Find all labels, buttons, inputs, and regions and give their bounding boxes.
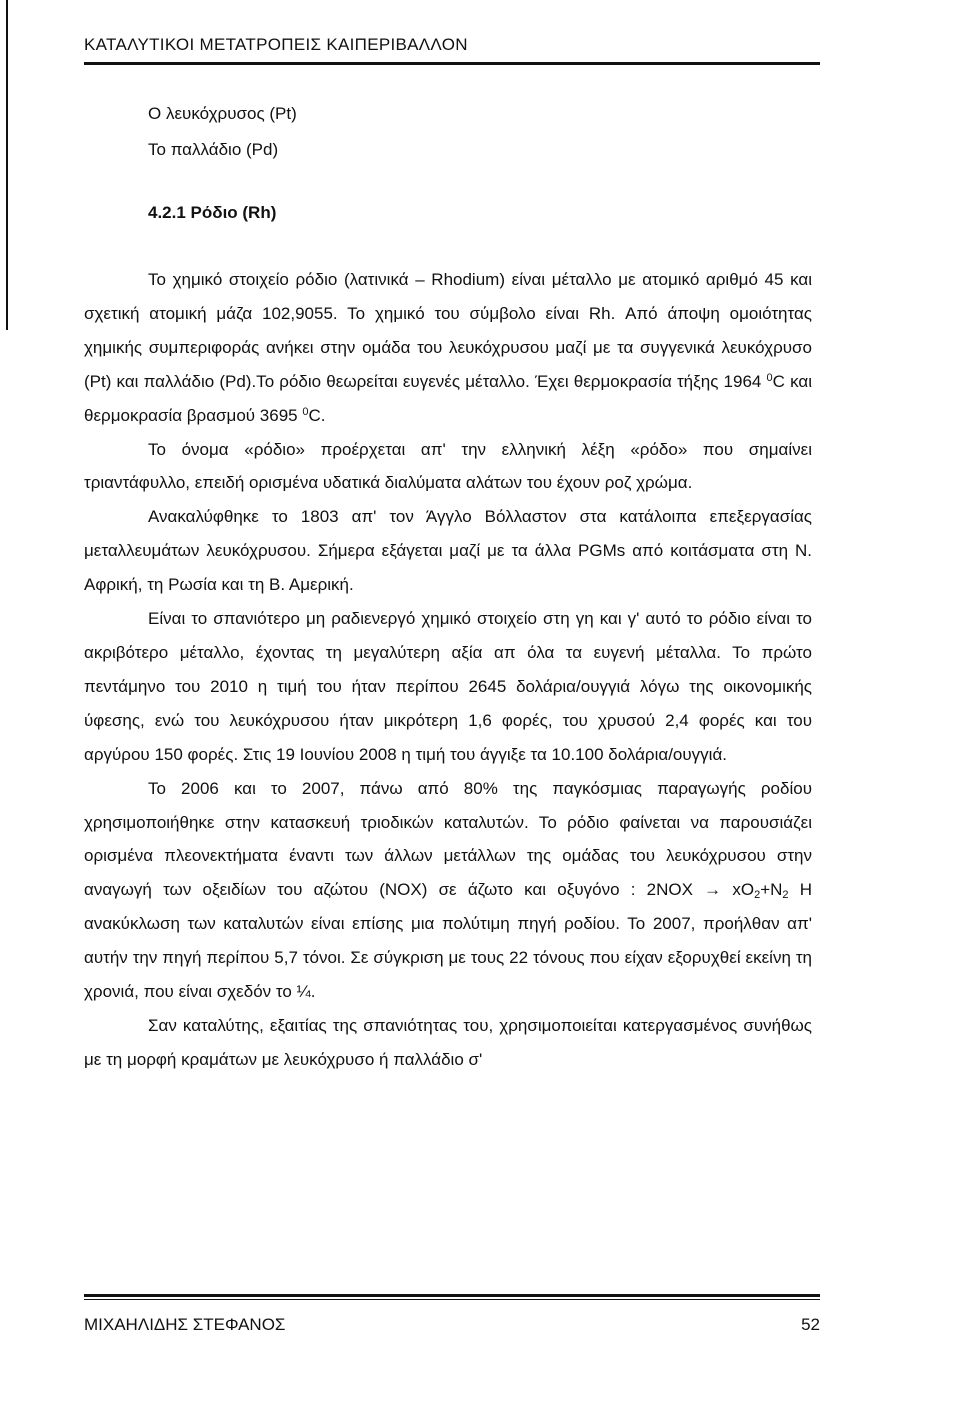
footer-author: ΜΙΧΑΗΛΙΔΗΣ ΣΤΕΦΑΝΟΣ [84, 1315, 286, 1334]
metal-list [148, 96, 297, 168]
arrow-icon: → [704, 880, 722, 900]
paragraph-text: Το χημικό στοιχείο ρόδιο (λατινικά – Rhodium) είναι μέταλλο με ατομικό αριθμό 45 και σχετική ατομική μάζα 102,9055. Το χημικό του σύμβολο είναι Rh. Από άποψη ομοιότητας χημικής συμπεριφοράς ανήκει στην ομάδα του λευκόχρυσου μαζί με τα συγγενικά λευκόχρυσο (Pt) και παλλάδιο (Pd).Το ρόδιο θεωρείται ευγενές μέταλλο. Έχει θερμοκρασία τήξης 1964 [84, 270, 812, 391]
paragraph [84, 772, 812, 1009]
header-rule [84, 62, 820, 65]
degree-superscript: 0 [302, 405, 309, 418]
paragraph [84, 263, 812, 433]
footer-rule [84, 1294, 820, 1297]
margin-rule [6, 0, 8, 330]
paragraph-text: C και θερμοκρασία βρασμού 3695 [84, 371, 813, 425]
degree-superscript: 0 [766, 371, 773, 384]
paragraph-text: C. [308, 405, 326, 425]
paragraph: Το όνομα «ρόδιο» προέρχεται απ' την ελληνική λέξη «ρόδο» που σημαίνει τριαντάφυλλο, επειδή ορισμένα υδατικά διαλύματα αλάτων του έχουν ροζ χρώμα. [84, 439, 812, 493]
list-item: Ο λευκόχρυσος (Pt) [148, 104, 297, 123]
subscript: 2 [782, 889, 789, 902]
paragraph: Ανακαλύφθηκε το 1803 απ' τον Άγγλο Βόλλαστον στα κατάλοιπα επεξεργασίας μεταλλευμάτων λευκόχρυσου. Σήμερα εξάγεται μαζί με τα άλλα PGMs από κοιτάσματα στη Ν. Αφρική, τη Ρωσία και τη Β. Αμερική. [84, 507, 812, 595]
header-title: ΚΑΤΑΛΥΤΙΚΟΙ ΜΕΤΑΤΡΟΠΕΙΣ ΚΑΙΠΕΡΙΒΑΛΛΟΝ [84, 35, 468, 54]
page-number: 52 [801, 1315, 820, 1334]
section-heading: 4.2.1 Ρόδιο (Rh) [148, 203, 277, 222]
footer-rule-thin [84, 1299, 820, 1300]
paragraph: Είναι το σπανιότερο μη ραδιενεργό χημικό στοιχείο στη γη και γ' αυτό το ρόδιο είναι το ακριβότερο μέταλλο, έχοντας τη μεγαλύτερη αξία απ όλα τα ευγενή μέταλλα. Το πρώτο πεντάμηνο του 2010 η τιμή του ήταν περίπου 2645 δολάρια/ουγγιά λόγω της οικονομικής ύφεσης, ενώ του λευκόχρυσου ήταν μικρότερη 1,6 φορές, του χρυσού 2,4 φορές και του αργύρου 150 φορές. Στις 19 Ιουνίου 2008 η τιμή του άγγιξε τα 10.100 δολάρια/ουγγιά. [84, 609, 812, 764]
subscript: 2 [754, 889, 761, 902]
page-header [84, 34, 824, 65]
paragraph-text: +N [760, 880, 783, 900]
page-footer [84, 1294, 820, 1336]
list-item: Το παλλάδιο (Pd) [148, 140, 279, 159]
body-text [84, 263, 812, 1077]
paragraph: Σαν καταλύτης, εξαιτίας της σπανιότητας του, χρησιμοποιείται κατεργασμένος συνήθως με τη μορφή κραμάτων με λευκόχρυσο ή παλλάδιο σ' [84, 1015, 812, 1069]
paragraph-text: Η ανακύκλωση των καταλυτών είναι επίσης μια πολύτιμη πηγή ροδίου. Το 2007, προήλθαν απ' αυτήν την πηγή περίπου 5,7 τόνοι. Σε σύγκριση με τους 22 τόνους που είχαν εξορυχθεί εκείνη τη χρονιά, που είναι σχεδόν το ¼. [84, 880, 813, 1002]
footer-row [84, 1314, 820, 1336]
paragraph-text: xO [721, 880, 755, 900]
paragraph-text: Το 2006 και το 2007, πάνω από 80% της παγκόσμιας παραγωγής ροδίου χρησιμοποιήθηκε στην κατασκευή τριοδικών καταλυτών. Το ρόδιο φαίνεται να παρουσιάζει ορισμένα πλεονεκτήματα έναντι των άλλων μετάλλων της ομάδας του λευκόχρυσου στην αναγωγή των οξειδίων του αζώτου (NOX) σε άζωτο και οξυγόνο : 2NOX [84, 778, 812, 900]
